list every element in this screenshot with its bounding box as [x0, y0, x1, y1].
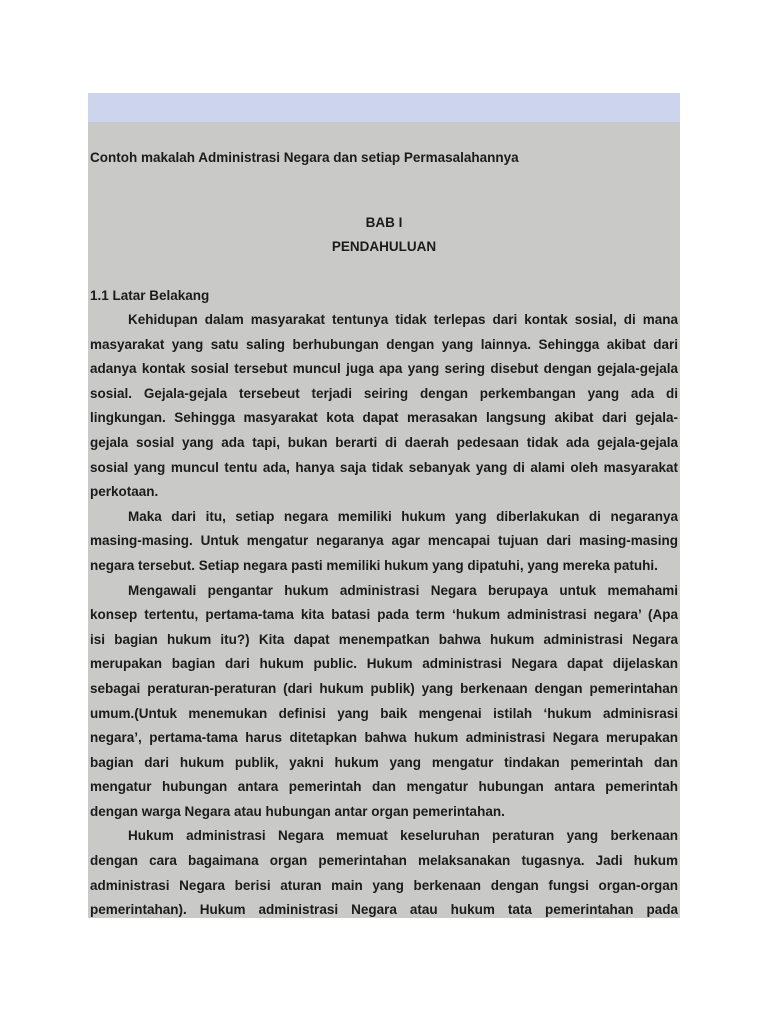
text-line: sosial yang muncul tentu ada, hanya saja tidak sebanyak yang di alami oleh masyarakat	[90, 459, 678, 475]
text-line: sebagai peraturan-peraturan (dari hukum publik) yang berkenaan dengan pemerintahan	[90, 680, 678, 696]
text-line: Maka dari itu, setiap negara memiliki hukum yang diberlakukan di negaranya	[128, 508, 678, 524]
text-line: umum.(Untuk menemukan definisi yang baik mengenai istilah ‘hukum adminisrasi	[90, 705, 678, 721]
text-line: pemerintahan). Hukum administrasi Negara atau hukum tata pemerintahan pada	[90, 902, 678, 918]
document-title: Contoh makalah Administrasi Negara dan setiap Permasalahannya	[90, 150, 519, 165]
text-line: dengan warga Negara atau hubungan antar organ pemerintahan.	[90, 803, 505, 819]
chapter-heading	[88, 211, 680, 259]
section-heading: 1.1 Latar Belakang	[90, 288, 210, 303]
text-line: masing-masing. Untuk mengatur negaranya agar mencapai tujuan dari masing-masing	[90, 533, 678, 549]
text-line: Mengawali pengantar hukum administrasi Negara berupaya untuk memahami	[128, 582, 678, 598]
paragraph	[90, 824, 678, 922]
text-line: masyarakat yang satu saling berhubungan dengan yang lainnya. Sehingga akibat dari	[90, 336, 678, 352]
text-line: lingkungan. Sehingga masyarakat kota dapat merasakan langsung akibat dari gejala-	[90, 410, 678, 426]
text-line: gejala sosial yang ada tapi, bukan berarti di daerah pedesaan tidak ada gejala-gejala	[90, 434, 678, 450]
text-line: bagian dari hukum publik, yakni hukum yang mengatur tindakan pemerintah dan	[90, 754, 678, 770]
document-header-strip	[88, 93, 680, 122]
text-line: merupakan bagian dari hukum public. Hukum administrasi Negara dapat dijelaskan	[90, 656, 678, 672]
body-paragraphs	[88, 308, 680, 923]
text-line: adanya kontak sosial tersebut muncul juga apa yang sering disebut dengan gejala-gejala	[90, 361, 678, 377]
paragraph	[90, 505, 678, 579]
text-line: mengatur hubungan antara pemerintah dan mengatur hubungan antara pemerintah	[90, 779, 678, 795]
paragraph	[90, 308, 678, 505]
document-page	[88, 93, 680, 918]
text-line: Kehidupan dalam masyarakat tentunya tidak terlepas dari kontak sosial, di mana	[128, 312, 678, 327]
text-line: negara tersebut. Setiap negara pasti memiliki hukum yang dipatuhi, yang mereka patuhi.	[90, 557, 658, 573]
text-line: isi bagian hukum itu?) Kita dapat menempatkan bahwa hukum administrasi Negara	[90, 631, 678, 647]
text-line: dengan cara bagaimana organ pemerintahan melaksanakan tugasnya. Jadi hukum	[90, 853, 678, 869]
chapter-heading-number: BAB I	[365, 215, 403, 230]
text-line: administrasi Negara berisi aturan main yang berkenaan dengan fungsi organ-organ	[90, 877, 678, 893]
text-line: negara’, pertama-tama harus ditetapkan bahwa hukum administrasi Negara merupakan	[90, 730, 678, 746]
text-line: perkotaan.	[90, 484, 159, 500]
chapter-heading-name: PENDAHULUAN	[331, 239, 437, 254]
paragraph	[90, 579, 678, 825]
text-line: sosial. Gejala-gejala tersebeut terjadi seiring dengan perkembangan yang ada di	[90, 385, 678, 401]
text-line: Hukum administrasi Negara memuat keseluruhan peraturan yang berkenaan	[128, 828, 678, 844]
text-line: konsep tertentu, pertama-tama kita batasi pada term ‘hukum administrasi negara’ (Apa	[90, 607, 678, 623]
